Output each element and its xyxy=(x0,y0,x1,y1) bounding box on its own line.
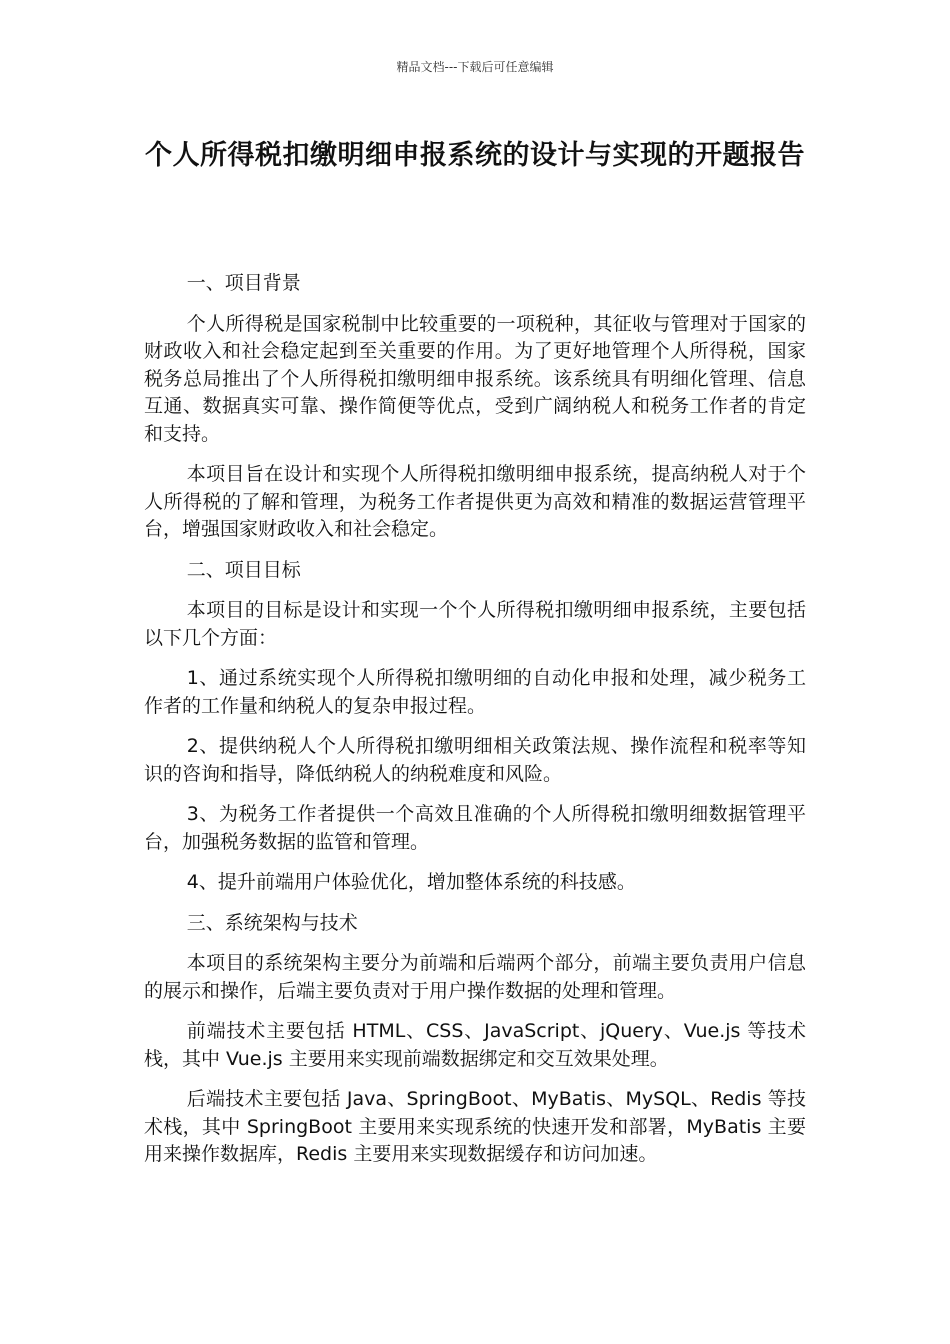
document-body xyxy=(144,270,806,1182)
page-header: 精品文档---下载后可任意编辑 xyxy=(396,60,554,74)
section-heading: 三、系统架构与技术 xyxy=(186,911,358,934)
paragraph: 本项目的系统架构主要分为前端和后端两个部分，前端主要负责用户信息的展示和操作，后端主要负责对于用户操作数据的处理和管理。 xyxy=(144,952,806,1002)
list-item: 1、通过系统实现个人所得税扣缴明细的自动化申报和处理，减少税务工作者的工作量和纳税人的复杂申报过程。 xyxy=(144,667,806,717)
list-item: 4、提升前端用户体验优化，增加整体系统的科技感。 xyxy=(186,871,636,893)
paragraph: 个人所得税是国家税制中比较重要的一项税种，其征收与管理对于国家的财政收入和社会稳定起到至关重要的作用。为了更好地管理个人所得税，国家税务总局推出了个人所得税扣缴明细申报系统。该系统具有明细化管理、信息互通、数据真实可靠、操作简便等优点，受到广阔纳税人和税务工作者的肯定和支持。 xyxy=(144,312,806,445)
paragraph: 后端技术主要包括 Java、SpringBoot、MyBatis、MySQL、Redis 等技术栈，其中 SpringBoot 主要用来实现系统的快速开发和部署，MyBatis 主要用来操作数据库，Redis 主要用来实现数据缓存和访问加速。 xyxy=(144,1088,806,1165)
paragraph: 本项目旨在设计和实现个人所得税扣缴明细申报系统，提高纳税人对于个人所得税的了解和管理，为税务工作者提供更为高效和精准的数据运营管理平台，增强国家财政收入和社会稳定。 xyxy=(144,463,806,540)
list-item: 2、提供纳税人个人所得税扣缴明细相关政策法规、操作流程和税率等知识的咨询和指导，降低纳税人的纳税难度和风险。 xyxy=(144,735,806,785)
section-heading: 二、项目目标 xyxy=(186,558,301,581)
list-item: 3、为税务工作者提供一个高效且准确的个人所得税扣缴明细数据管理平台，加强税务数据的监管和管理。 xyxy=(144,803,806,853)
section-heading: 一、项目背景 xyxy=(186,272,301,294)
paragraph: 前端技术主要包括 HTML、CSS、JavaScript、jQuery、Vue.js 等技术栈，其中 Vue.js 主要用来实现前端数据绑定和交互效果处理。 xyxy=(144,1020,806,1070)
paragraph: 本项目的目标是设计和实现一个个人所得税扣缴明细申报系统，主要包括以下几个方面： xyxy=(144,599,806,649)
document-title: 个人所得税扣缴明细申报系统的设计与实现的开题报告 xyxy=(145,140,805,171)
